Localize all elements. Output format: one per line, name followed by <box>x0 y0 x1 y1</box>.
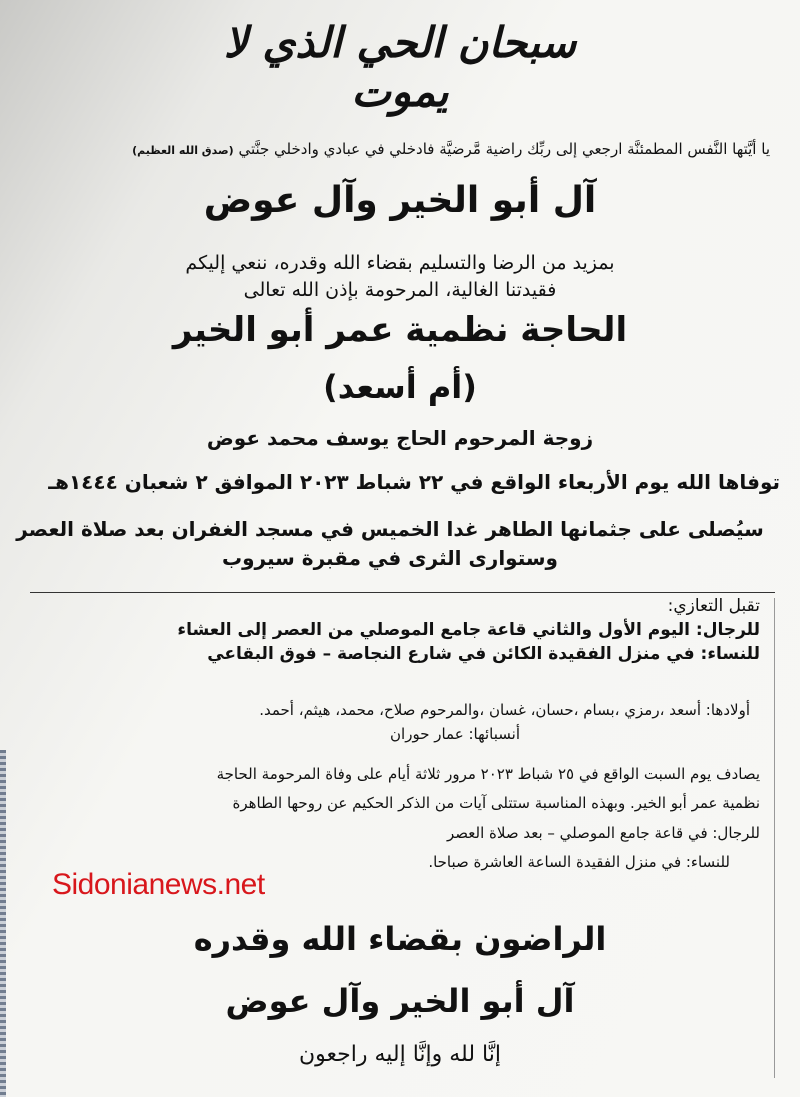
memorial-line-1: يصادف يوم السبت الواقع في ٢٥ شباط ٢٠٢٣ مرور ثلاثة أيام على وفاة المرحومة الحاجة <box>216 765 760 783</box>
condolences-section <box>60 595 760 666</box>
spouse-line: زوجة المرحوم الحاج يوسف محمد عوض <box>206 426 594 450</box>
family-members <box>60 698 750 746</box>
calligraphy-text: سبحان الحي الذي لا يموت <box>223 18 577 116</box>
memorial-men: للرجال: في قاعة جامع الموصلي – بعد صلاة العصر <box>447 823 760 842</box>
watermark-text: Sidonianews.net <box>52 868 265 901</box>
condolences-heading: تقبل التعازي: <box>667 596 760 616</box>
condolences-men: للرجال: اليوم الأول والثاني قاعة جامع الموصلي من العصر إلى العشاء <box>177 619 760 640</box>
memorial-line-2: نظمية عمر أبو الخير. وبهذه المناسبة ستتلى آيات من الذكر الحكيم عن روحها الطاهرة <box>232 794 760 813</box>
memorial-section <box>20 760 760 877</box>
header-calligraphy <box>200 12 600 116</box>
family-title: آل أبو الخير وآل عوض <box>203 180 597 221</box>
condolences-women: للنساء: في منزل الفقيدة الكائن في شارع النجاصة – فوق البقاعي <box>207 643 760 664</box>
funeral-prayer <box>0 515 780 573</box>
intro-text <box>0 250 800 303</box>
deceased-nickname: (أم أسعد) <box>323 368 477 406</box>
memorial-women: للنساء: في منزل الفقيدة الساعة العاشرة صباحا. <box>428 852 730 871</box>
closing-line-2: آل أبو الخير وآل عوض <box>225 982 575 1020</box>
prayer-line-1: سيُصلى على جثمانها الطاهر غدا الخميس في مسجد الغفران بعد صلاة العصر <box>16 517 764 541</box>
deceased-name: الحاجة نظمية عمر أبو الخير <box>172 310 628 350</box>
verse-citation: (صدق الله العظيم) <box>132 144 234 157</box>
quran-verse <box>40 140 770 158</box>
intro-line-2: فقيدتنا الغالية، المرحومة بإذن الله تعالى <box>243 278 557 301</box>
verse-text: يا أيَّتها النَّفس المطمئنَّة ارجعي إلى ربِّك راضية مَّرضيَّة فادخلي في عبادي وادخلي جنَّتي <box>238 140 770 158</box>
prayer-line-2: وستوارى الثرى في مقبرة سيروب <box>222 546 558 570</box>
intro-line-1: بمزيد من الرضا والتسليم بقضاء الله وقدره، ننعي إليكم <box>185 252 615 274</box>
closing-line-1: الراضون بقضاء الله وقدره <box>193 920 607 958</box>
in-laws-list: أنسبائها: عمار حوران <box>390 725 520 743</box>
closing-line-3: إنَّا لله وإنَّا إليه راجعون <box>299 1042 501 1067</box>
section-divider <box>30 592 775 593</box>
children-list: أولادها: أسعد ،رمزي ،بسام ،حسان، غسان ،والمرحوم صلاح، محمد، هيثم، أحمد. <box>259 701 750 719</box>
death-date: توفاها الله يوم الأربعاء الواقع في ٢٢ شباط ٢٠٢٣ الموافق ٢ شعبان ١٤٤٤هـ <box>48 470 780 494</box>
